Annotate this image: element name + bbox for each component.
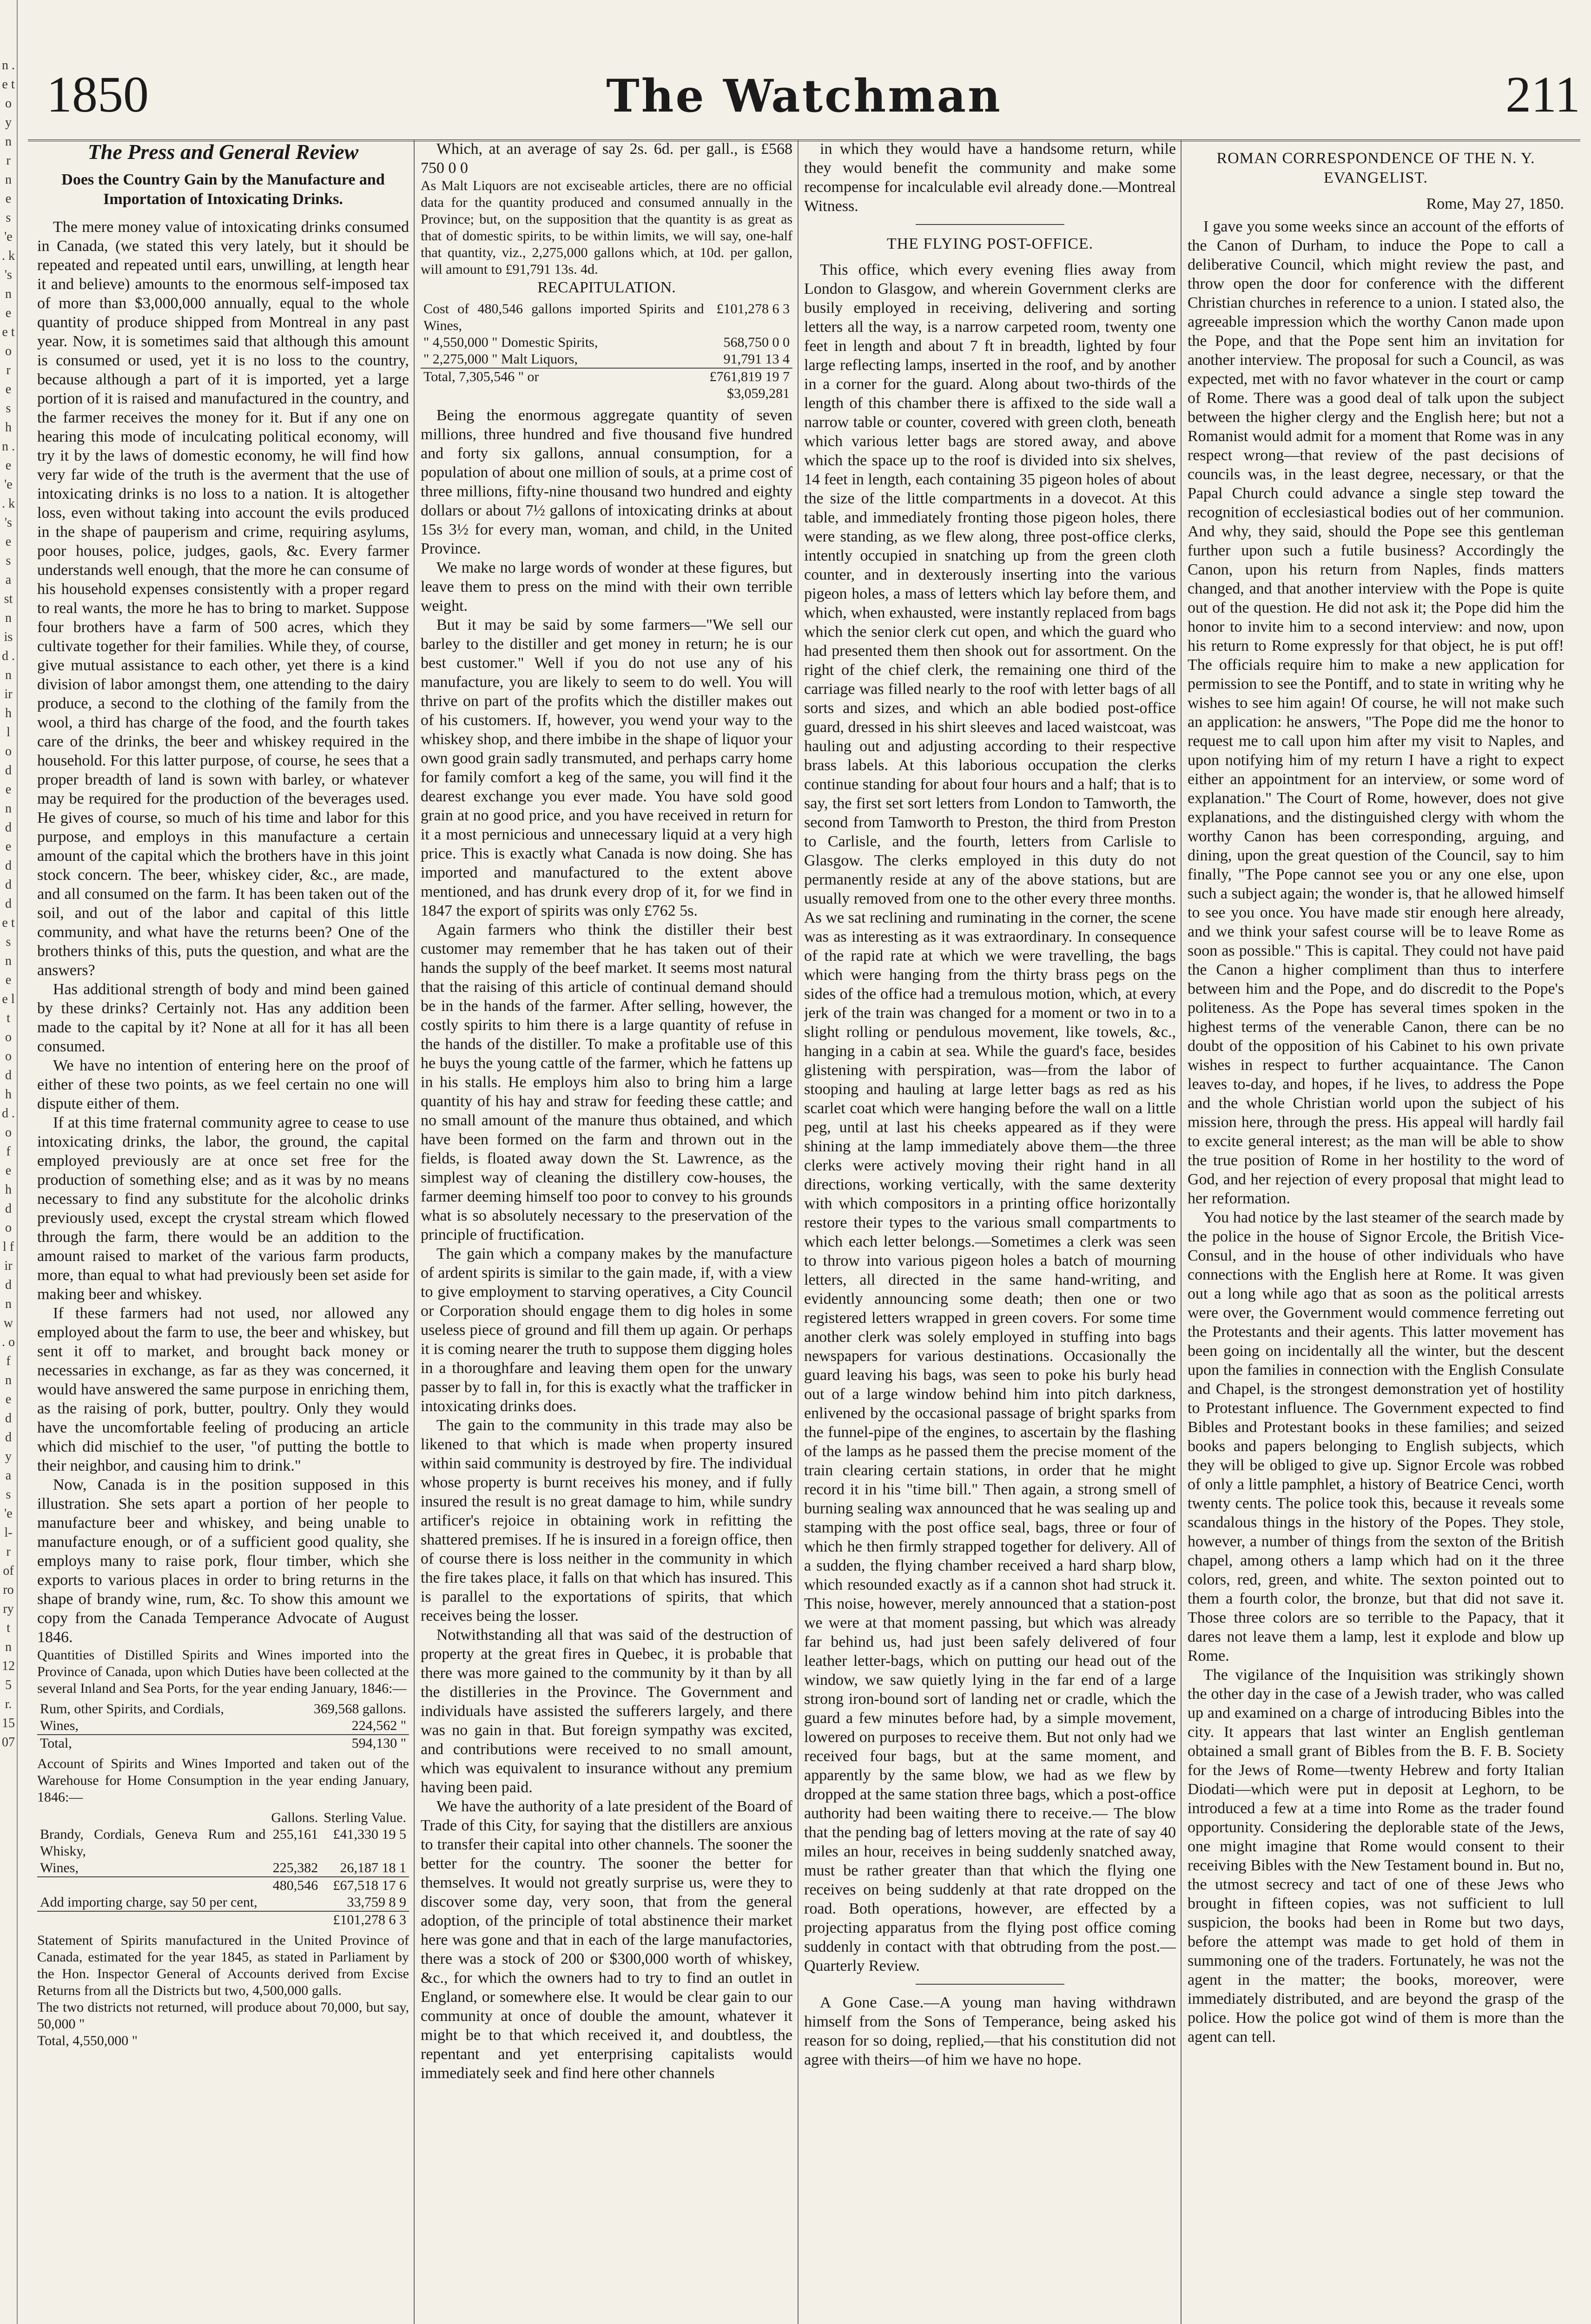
table-row (37, 1877, 409, 1894)
gone-case-item: A Gone Case.—A young man having withdrawn himself from the Sons of Temperance, being asked his reason for so doing, replied,—that his constitution did not agree with theirs—of him we have no hope. (804, 1994, 1176, 2068)
column-rule (798, 139, 799, 2324)
table-cell: 224,562 " (351, 1718, 406, 1733)
table-cell: Add importing charge, say 50 per cent, (40, 1895, 257, 1910)
previous-page-gutter (0, 0, 18, 2324)
article-body (421, 406, 792, 2083)
article-body (37, 218, 409, 1647)
paragraph: Notwithstanding all that was said of the destruction of property at the great fires in Quebec, it is probable that there was more gained to the community by it than by all the distilleries in the Province. The Government and individuals have assisted the sufferers largely, and there was no gain in that. But foreign sympathy was excited, and contributions were received to no small amount, which was equivalent to insurance without any premium having been paid. (421, 1626, 792, 1796)
paragraph: This office, which every evening flies away from London to Glasgow, and wherein Government clerks are busily employed in receiving, delivering and sorting letters all the way, is a narrow carpeted room, twenty one feet in length and about 7 ft in breadth, lighted by four large reflecting lamps, inserted in the roof, and by another in a corner for the guard. Along about two-thirds of the length of this chamber there is affixed to the side wall a narrow table or counter, covered with green cloth, beneath which various letter bags are stored away, and above which the space up to the roof is divided into six shelves, 14 feet in length, each containing 35 pigeon holes of about the size of the little compartments in a dovecot. At this table, and immediately fronting those pigeon holes, there were standing, as we flew along, three post-office clerks, intently occupied in snatching up from the green cloth counter, and in dexterously inserting into the various pigeon holes, a mass of letters which lay before them, and which, when exhausted, were instantly replaced from bags which the senior clerk cut open, and which the guard who had presented them then shook out for assortment. On the right of the chief clerk, the remaining one third of the carriage was filled nearly to the roof with letter bags of all sorts and sizes, and which an able bodied post-office guard, dressed in his shirt sleeves and laced waistcoat, was hauling out and adjusting according to their respective brass labels. At this laborious occupation the clerks continue standing for about four hours and a half; that is to say, the first set sort letters from London to Tamworth, the second from Tamworth to Preston, the third from Preston to Carlisle, and the fourth, letters from Carlisle to Glasgow. The clerks employed in this duty do not permanently reside at any of the above stations, but are usually removed from one to the other every three months. As we sat reclining and ruminating in the corner, the scene was as interesting as it was extraordinary. In consequence of the rapid rate at which we were travelling, the bags which were hanging from the thirty brass pegs on the sides of the office had a tremulous motion, which, at every jerk of the train was changed for a moment or two in to a slight rolling or pendulous movement, like towels, &c., hanging in a cabin at sea. While the guard's face, besides glistening with perspiration, was—from the labor of stooping and hauling at large letter bags as red as his scarlet coat which were hanging before the wall on a little peg, until at last his cheeks appeared as if they were shining at the lamp immediately above them—the three clerks were actively moving their right hand in all directions, working vertically, with the same dexterity with which compositors in a printing office horizontally restore their types to the various small compartments to which each letter belongs.—Sometimes a clerk was seen to throw into various pigeon holes a batch of mourning letters, all directed in the same hand-writing, and evidently announcing some death; then one or two registered letters wrapped in green covers. For some time another clerk was solely employed in stuffing into bags newspapers for various destinations. Occasionally the guard leaving his bags, was seen to poke his burly head out of a large window behind him into pitch darkness, enlivened by the occasional passage of bright sparks from the funnel-pipe of the engines, to ascertain by the flashing of the lamps as he passed them the precise moment of the train clearing certain stations, in order that he might record it in his "time bill." Then again, a strong smell of burning sealing wax announced that he was sealing up and stamping with the post office seal, bags, three or four of which he then firmly strapped together for delivery. All of a sudden, the flying chamber received a hard sharp blow, which resounded exactly as if a cannon shot had struck it. This noise, however, merely announced that a station-post we were at that moment passing, but which was already far behind us, had just been safely delivered of four leather letter-bags, which on putting our head out of the window, we saw quietly lying in the far end of a large strong iron-bound sort of landing net or cradle, which the guard a few minutes before had, by a simple movement, lowered on purposes to receive them. But not only had we received four bags, but at the same moment, and apparently by the same blow, we had as we flew by dropped at the same station three bags, which a post-office authority had been waiting there to receive.— The blow that the pending bag of letters moving at the rate of say 40 miles an hour, receives in being suddenly snatched away, must be rather greater than that which the flying one receives on being suddenly at that rate dropped on the road. Both operations, however, are effected by a projecting apparatus from the flying post office coming suddenly in contact with that obtruding from the post.—Quarterly Review. (804, 261, 1176, 1974)
masthead-year: 1850 (46, 66, 149, 123)
table-row (37, 1717, 409, 1735)
table-row (37, 1701, 409, 1717)
divider (916, 224, 1064, 225)
table-total: Total, 4,550,000 " (37, 2033, 138, 2048)
table-cell (268, 1911, 321, 1928)
table-row (421, 385, 792, 402)
paragraph: I gave you some weeks since an account of the efforts of the Canon of Durham, to induce the Pope to call a deliberative Council, which might review the past, and throw open the door for conference with the different Christian churches in reference to a union. I stated also, the agreeable impression which the worthy Canon made upon the Pope, and that the Pope sent him an invitation for another interview. The proposal for such a Council, as was expected, met with no favor whatever in the court or camp of Rome. There was a good deal of talk upon the subject between the higher clergy and the English here; but not a Romanist would admit for a moment that Rome was in any respect wrong—that review of the past decisions of councils was, in the least degree, necessary, or that the Papal Church could advance a single step toward the recognition of ecclesiastical bodies out of her communion. And why, they said, should the Pope see this gentleman further upon such a futile business? Accordingly the Canon, upon his return from Naples, finds matters changed, and that another interview with the Pope is quite out of the question. He did not ask it; the Pope did him the honor to invite him to a second interview: and now, upon his return to Rome expressly for that object, he is put off! The officials require him to make a new application for permission to see the Pontiff, and to state in writing why he wishes to see him again! Of course, he will not make such an application: he answers, "The Pope did me the honor to request me to call upon him after my visit to Naples, and upon notifying him of my return I have a right to expect either an appointment for an interview, or some word of explanation." The Court of Rome, however, does not give explanations, and the distinguished clergy with whom the worthy Canon has been corresponding, arguing, and dining, upon the great question of the Council, say to him finally, "The Pope cannot see you or any one else, upon such a subject again; the wonder is, that he allowed himself to see you once. You have made stir enough here already, and we think your safest course will be to leave Rome as soon as possible." This is capital. They could not have paid the Canon a higher compliment than thus to interfere between him and the Pope, and do discredit to the Pope's politeness. As the Pope has several times spoken in the highest terms of the venerable Canon, there can be no doubt of the opposition of his Cabinet to his own private wishes in respect to further acquaintance. The Canon leaves to-day, and hopes, if he lives, to address the Pope and the whole Christian world upon the subject of his mission here, through the press. His appeal will hardly fail to excite general interest; as the man will be able to show the true position of Rome in her hostility to the word of God, and her rejection of every proposal that might lead to her reformation. (1188, 218, 1564, 1207)
table-row (37, 1894, 409, 1911)
table-cell: 225,382 (272, 1860, 318, 1875)
table-cell: 480,546 (268, 1877, 321, 1894)
column-rule (414, 139, 415, 2324)
table-cell: Wines, (40, 1860, 79, 1875)
article-body (804, 139, 1176, 216)
table-cell (37, 1809, 268, 1826)
article-body (1188, 217, 1564, 2047)
table-row (421, 351, 792, 368)
article-heading: THE FLYING POST-OFFICE. (886, 235, 1094, 252)
table-row (37, 1860, 409, 1877)
continuation-line: Which, at an average of say 2s. 6d. per gall., is £568 750 0 0 (421, 140, 792, 177)
table-caption: Account of Spirits and Wines Imported and taken out of the Warehouse for Home Consumption in the year ending January, 1846:— (37, 1756, 409, 1805)
paragraph: The mere money value of intoxicating drinks consumed in Canada, (we stated this very lately, but it should be repeated and repeated until ears, unwilling, at length hear it and believe) amounts to the enormous self-imposed tax of more than $3,000,000 annually, equal to the whole quantity of produce shipped from Montreal in any past year. Now, it is sometimes said that although this amount is consumed or used, yet it is no loss to the country, because although a part of it is imported, yet a large portion of it is raised and manufactured in the country, and the farmer receives the money for it. But if any one on hearing this mode of inculcating political economy, will try it by the laws of domestic economy, he will find how very far wide of the truth is the averment that the use of intoxicating drinks is no loss to a nation. It is altogether loss, even without taking into account the evils produced in the shape of pauperism and crime, requiring asylums, poor houses, police, judges, gaols, &c. Every farmer understands well enough, that the more he can consume of his household expenses consistently with a proper regard to real wants, the more he has to bring to market. Suppose four brothers have a farm of 500 acres, which they cultivate together for their families. While they, of course, give mutual assistance to each other, yet there is a kind division of labor amongst them, one attending to the dairy produce, a second to the clothing of the family from the wool, a third has charge of the food, and the fourth takes care of the drinks, the beer and whiskey required in the household. For this latter purpose, of course, he sees that a proper breadth of land is sown with barley, or whatever may be required for the production of the beverages used. He gives of course, so much of his time and labor for this purpose, and employs in this manufacture a certain amount of the capital which the brothers have in this joint stock concern. The beer, whiskey cider, &c., are made, and all consumed on the farm. It has been taken out of the soil, and out of the labor and capital of this little community, and what have the returns been? One of the brothers thinks of this, puts the question, and what are the answers? (37, 218, 409, 979)
table-row (421, 301, 792, 334)
paragraph: in which they would have a handsome return, while they would benefit the community and make some recompense for incalculable evil already done.—Montreal Witness. (804, 140, 1176, 215)
paragraph: The gain which a company makes by the manufacture of ardent spirits is similar to the gain made, if, with a view to give employment to starving operatives, a City Council or Corporation should engage them to dig holes in some useless piece of ground and fill them up again. Or perhaps it is coming nearer the truth to suppose them digging holes in a thoroughfare and leaving them open for the unwary passer by to fall in, for this is exactly what the trafficker in intoxicating drinks does. (421, 1245, 792, 1415)
table-cell: Total, 7,305,546 " or (421, 368, 707, 385)
paragraph: As Malt Liquors are not exciseable articles, there are no official data for the quantity produced and consumed annually in the Province; but, on the supposition that the quantity is as great as that of domestic spirits, to be within limits, we will say, one-half that quantity, viz., 2,275,000 gallons which, at 10d. per gallon, will amount to £91,791 13s. 4d. (421, 178, 792, 277)
table-cell: 594,130 " (282, 1735, 409, 1752)
paragraph: The gain to the community in this trade may also be likened to that which is made when property insured within said community is destroyed by fire. The individual whose property is burnt receives his money, and if fully insured the result is no great damage to him, while sundry artificer's rejoice in obtaining work in refitting the shattered premises. If he is insured in a foreign office, then of course there is loss neither in the community in which the fire takes place, it falls on that which has insured. This is parallel to the exportations of spirits, that which receives being the losser. (421, 1417, 792, 1624)
table-header-row (37, 1809, 409, 1826)
table-cell: Total, (37, 1735, 282, 1752)
table-cell (37, 1877, 268, 1894)
table-cell: Brandy, Cordials, Geneva Rum and Whisky, (40, 1827, 266, 1859)
paragraph: Now, Canada is in the position supposed in this illustration. She sets apart a portion of her people to manufacture beer and whiskey, and being unable to manufacture enough, or of a sufficient good quality, she employs many to raise pork, flour timber, which she exports to various places in order to bring returns in the shape of brandy wine, rum, &c. To show this amount we copy from the Canada Temperance Advocate of August 1846. (37, 1476, 409, 1646)
column-2 (421, 139, 792, 2324)
paragraph: We have no intention of entering here on the proof of either of these two points, as we feel certain no one will dispute either of them. (37, 1057, 409, 1112)
table-cell (37, 1911, 268, 1928)
table-cell: £101,278 6 3 (716, 301, 790, 317)
table-cell: 91,791 13 4 (723, 351, 790, 367)
masthead (28, 19, 1580, 141)
table-cell: 26,187 18 1 (340, 1860, 406, 1875)
table-cell: Wines, (40, 1718, 79, 1733)
article-body (804, 260, 1176, 1975)
table-note: The two districts not returned, will produce about 70,000, but say, 50,000 " (37, 2000, 409, 2032)
table-cell: Sterling Value. (323, 1810, 406, 1825)
table-cell: " 4,550,000 " Domestic Spirits, (423, 335, 598, 350)
table-cell: 33,759 8 9 (347, 1895, 406, 1910)
table-cell: £41,330 19 5 (333, 1827, 406, 1842)
column-1 (37, 139, 409, 2324)
recap-heading: RECAPITULATION. (537, 279, 676, 296)
dateline: Rome, May 27, 1850. (1426, 195, 1564, 212)
masthead-title: The Watchman (606, 70, 1002, 122)
table-cell: £761,819 19 7 (707, 368, 793, 385)
table-cell: 255,161 (272, 1827, 318, 1842)
paragraph: Has additional strength of body and mind been gained by these drinks? Certainly not. Has any addition been made to the capital by it? None at all for it has all been consumed. (37, 981, 409, 1055)
paragraph: Being the enormous aggregate quantity of seven millions, three hundred and five thousand five hundred and forty six gallons, annual consumption, for a population of about one million of souls, at a prime cost of three millions, fifty-nine thousand two hundred and eighty dollars or about 7½ gallons of intoxicating drinks at about 15s 3½ for every man, woman, and child, in the United Province. (421, 407, 792, 557)
divider (916, 1984, 1064, 1985)
paragraph: But it may be said by some farmers—"We sell our barley to the distiller and get money in return; he is our best customer." Well if you do not use any of his manufacture, you are likely to seem to do well. You will thrive on part of the profits which the distiller makes out of his customers. If, however, you wend your way to the whiskey shop, and there imbibe in the shape of liquor your own good grain sadly transmuted, and perhaps carry home for family comfort a keg of the same, you will find it the dearest exchange you ever made. You have sold good grain at no good price, and you have received in return for it a most pernicious and unnecessary liquid at a very high price. This is exactly what Canada is now doing. She has imported and manufactured to the extent above mentioned, and has drunk every drop of it, for we find in 1847 the export of spirits was only £762 5s. (421, 616, 792, 919)
paragraph: We make no large words of wonder at these figures, but leave them to press on the mind with their own terrible weight. (421, 559, 792, 614)
article-body (421, 178, 792, 278)
column-rule (1181, 139, 1182, 2324)
stat-table (37, 1701, 409, 1752)
table-cell (421, 385, 707, 402)
table-row (37, 1826, 409, 1860)
table-cell: 369,568 gallons. (313, 1701, 406, 1717)
article-heading: Does the Country Gain by the Manufacture and Importation of Intoxicating Drinks. (61, 171, 385, 208)
paragraph: If at this time fraternal community agree to cease to use intoxicating drinks, the labor, the ground, the capital employed previously are at once set free for the production of something else; and as it was by no means necessary to find any substitute for the alcoholic drinks previously used, except the crystal stream which flowed through the farm, there would be an addition to the amount raised to market of the various farm products, more, than equal to what had previously been set aside for making beer and whiskey. (37, 1114, 409, 1303)
table-row (37, 1735, 409, 1752)
table-cell: Gallons. (271, 1810, 318, 1825)
page-number: 211 (1505, 66, 1580, 123)
column-3 (804, 139, 1176, 2324)
stat-table (37, 1809, 409, 1928)
table-cell: 568,750 0 0 (723, 335, 790, 350)
table-cell: " 2,275,000 " Malt Liquors, (423, 351, 578, 367)
table-cell: £67,518 17 6 (321, 1877, 409, 1894)
table-cell: Cost of 480,546 gallons imported Spirits and Wines, (423, 301, 704, 333)
table-cell: Rum, other Spirits, and Cordials, (40, 1701, 224, 1717)
paragraph: The vigilance of the Inquisition was strikingly shown the other day in the case of a Jewish trader, who was called up and examined on a charge of introducing Bibles into the city. It appears that last winter an English gentleman obtained a small grant of Bibles from the B. F. B. Society for the Jews of Rome—twenty Hebrew and forty Italian Diodati—which were put in deposit at Leghorn, to be introduced a few at a time into Rome as the trader found opportunity. Considering the deplorable state of the Jews, one might imagine that Rome would consent to their receiving Bibles with the New Testament bound in. But no, the utmost secrecy and tact of one of these Jews who brought in fifteen copies, was not sufficient to lull suspicion, the books had been in Rome but two days, before the attempt was made to get hold of them in summoning one of the traders. Fortunately, he was not the agent in the matter; the books, moreover, were immediately distributed, and are beyond the grasp of the police. How the police got wind of them is more than the agent can tell. (1188, 1666, 1564, 2046)
table-cell: $3,059,281 (727, 386, 790, 401)
paragraph: Again farmers who think the distiller their best customer may remember that he has taken out of their hands the supply of the beef market. It seems most natural that the raising of this article of continual demand should be in the hands of the farmer. After selling, however, the costly spirits to him there is a large quantity of refuse in the hands of the distiller. To make a profitable use of this he buys the young cattle of the farmer, which he fattens up in his stalls. He employs him also to bring him a large quantity of his hay and straw for feeding these cattle; and no small amount of the manure thus obtained, and which have been formed on the farm and thrown out in the fields, is floated away down the St. Lawrence, as the simplest way of cleaning the distillery cow-houses, the farmer deeming himself too poor to convey to his grounds what is so absolutely necessary to the preservation of the principle of fructification. (421, 921, 792, 1243)
paragraph: We have the authority of a late president of the Board of Trade of this City, for saying that the distillers are anxious to transfer their capital into other channels. The sooner the better for the country. The sooner the better for themselves. It would not greatly surprise us, were they to discover some day, very soon, that from the general adoption, of the principle of total abstinence their market here was gone and that in each of the large manufactories, there was a stock of 200 or $300,000 worth of whiskey, &c., for which the owners had to try to find an outlet in England, or somewhere else. It would be clear gain to our community at once of double the amount, whatever it might be to that which received it, and doubtless, the repentant and yet enterprising capitalists would immediately seek and find here other channels (421, 1798, 792, 2082)
recap-table (421, 301, 792, 402)
table-cell: £101,278 6 3 (321, 1911, 409, 1928)
table-caption: Statement of Spirits manufactured in the United Province of Canada, estimated for the year 1845, as stated in Parliament by the Hon. Inspector General of Accounts derived from Excise Returns from all the Districts but two, 4,500,000 galls. (37, 1933, 409, 1998)
table-row (421, 334, 792, 351)
table-row (37, 1911, 409, 1928)
table-row (421, 368, 792, 385)
column-4 (1188, 139, 1564, 2324)
paragraph: If these farmers had not used, nor allowed any employed about the farm to use, the beer and whiskey, but sent it off to market, and brought back money or necessaries in exchange, as far as they was concerned, it would have answered the same purpose in enriching them, as the raising of pork, butter, poultry. Only they would have the uncomfortable feeling of producing an article which did mischief to the user, "of putting the bottle to their neighbor, and causing him to drink." (37, 1305, 409, 1474)
table-caption: Quantities of Distilled Spirits and Wines imported into the Province of Canada, upon which Duties have been collected at the several Inland and Sea Ports, for the year ending January, 1846:— (37, 1647, 409, 1696)
paragraph: You had notice by the last steamer of the search made by the police in the house of Signor Ercole, the British Vice-Consul, and in the house of other individuals who have connections with the English here at Rome. It was given out a long while ago that as soon as the political arrests were over, the Government would commence ferreting out the Protestants and their agents. This latter movement has been going on incidentally all the winter, but the descent upon the families in connection with the English Consulate and Chapel, is the strongest demonstration yet of hostility to Protestant influence. The Government expected to find Bibles and Protestant books in these families; and seized books and papers belonging to English subjects, which they will be obliged to give up. Signor Ercole was robbed of only a little pamphlet, a history of Beatrice Cenci, worth twenty cents. The police took this, because it reveals some scandalous things in the history of the Popes. They stole, however, a number of things from the sexton of the British chapel, among others a lamp which had on it the three colors, red, green, and white. The sexton pointed out to them a fourth color, the bronze, but that did not save it. Those three colors are so terrible to the Papacy, that it dares not leave them a lamp, lest it explode and blow up Rome. (1188, 1209, 1564, 1664)
article-heading: ROMAN CORRESPONDENCE OF THE N. Y. EVANGELIST. (1216, 150, 1535, 186)
gutter-fragment-text: n . e t o y n r n e s 'e . k 's n e e t o r e s h n . e 'e . k 's e s a st n is d . n ir h l o d e n d e d d d e t s n e e l t o o d h d . o f e h d o l f ir d n w . o f n e d d y a s 'e l- r of ro ry t n 12 5 r. 15 07 (2, 58, 18, 1750)
section-heading: The Press and General Review (87, 140, 359, 164)
table-cell (268, 1894, 321, 1911)
table-imports (37, 1647, 409, 2049)
